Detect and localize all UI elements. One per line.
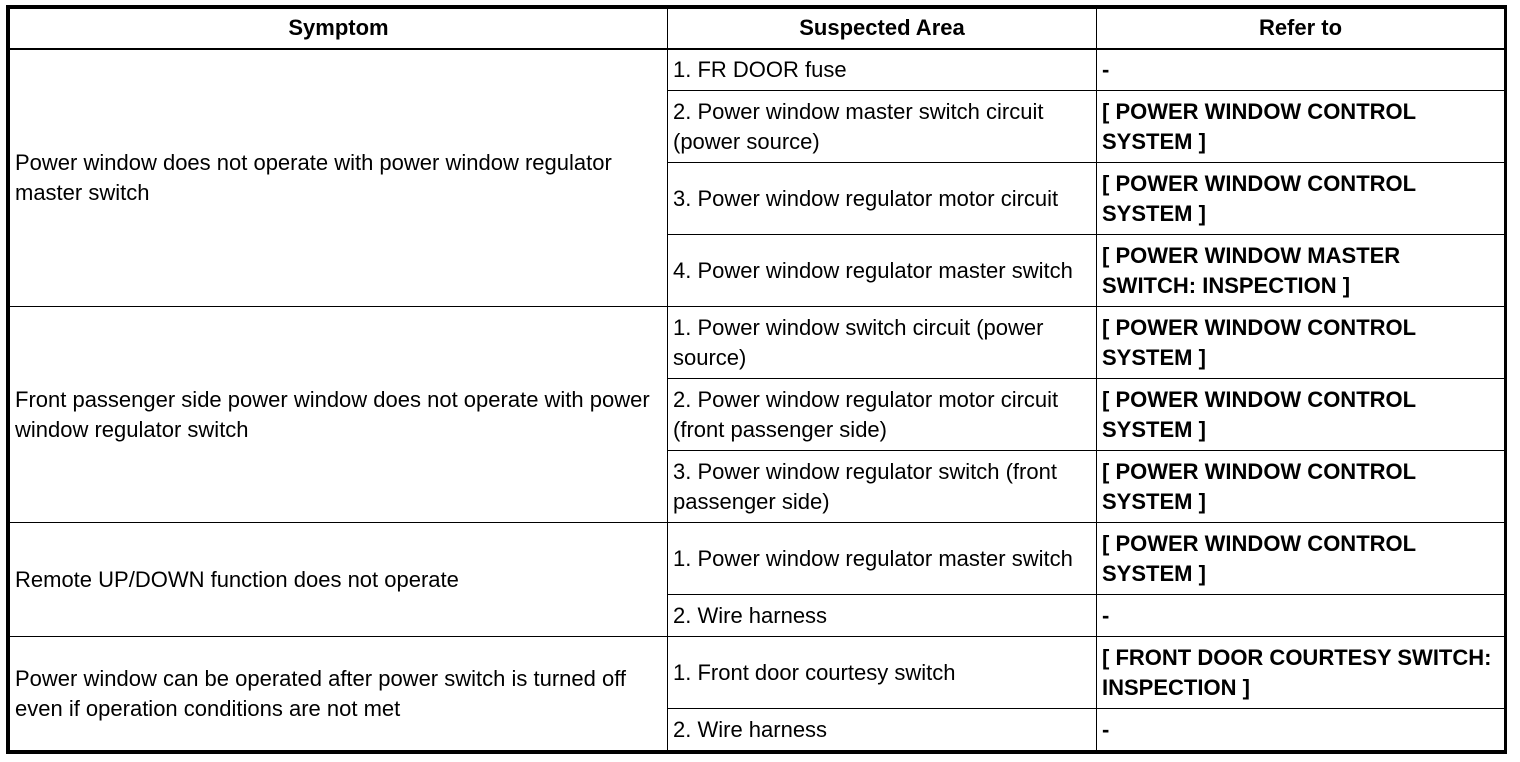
refer-to-cell: - bbox=[1097, 49, 1505, 91]
refer-to-link[interactable]: [ POWER WINDOW CONTROL SYSTEM ] bbox=[1097, 91, 1505, 163]
table-header-row bbox=[10, 9, 1505, 49]
header-symptom: Symptom bbox=[10, 9, 668, 49]
suspected-area-cell: 3. Power window regulator switch (front passenger side) bbox=[668, 451, 1097, 523]
symptom-cell: Front passenger side power window does not operate with power window regulator switch bbox=[10, 307, 668, 523]
suspected-area-cell: 4. Power window regulator master switch bbox=[668, 235, 1097, 307]
symptom-cell: Remote UP/DOWN function does not operate bbox=[10, 523, 668, 637]
suspected-area-cell: 1. FR DOOR fuse bbox=[668, 49, 1097, 91]
table-row bbox=[10, 637, 1505, 709]
symptom-cell: Power window does not operate with power window regulator master switch bbox=[10, 49, 668, 307]
suspected-area-cell: 2. Power window regulator motor circuit (front passenger side) bbox=[668, 379, 1097, 451]
symptom-table bbox=[9, 8, 1505, 751]
refer-to-link[interactable]: [ POWER WINDOW CONTROL SYSTEM ] bbox=[1097, 163, 1505, 235]
suspected-area-cell: 2. Wire harness bbox=[668, 709, 1097, 751]
suspected-area-cell: 3. Power window regulator motor circuit bbox=[668, 163, 1097, 235]
diagnosis-table-frame bbox=[6, 5, 1507, 754]
symptom-cell: Power window can be operated after power switch is turned off even if operation conditions are not met bbox=[10, 637, 668, 751]
suspected-area-cell: 1. Front door courtesy switch bbox=[668, 637, 1097, 709]
table-row bbox=[10, 49, 1505, 91]
suspected-area-cell: 2. Power window master switch circuit (power source) bbox=[668, 91, 1097, 163]
refer-to-link[interactable]: [ POWER WINDOW CONTROL SYSTEM ] bbox=[1097, 451, 1505, 523]
refer-to-cell: - bbox=[1097, 709, 1505, 751]
suspected-area-cell: 1. Power window switch circuit (power source) bbox=[668, 307, 1097, 379]
refer-to-link[interactable]: [ POWER WINDOW MASTER SWITCH: INSPECTION ] bbox=[1097, 235, 1505, 307]
refer-to-link[interactable]: [ POWER WINDOW CONTROL SYSTEM ] bbox=[1097, 379, 1505, 451]
refer-to-cell: - bbox=[1097, 595, 1505, 637]
refer-to-link[interactable]: [ POWER WINDOW CONTROL SYSTEM ] bbox=[1097, 307, 1505, 379]
refer-to-link[interactable]: [ POWER WINDOW CONTROL SYSTEM ] bbox=[1097, 523, 1505, 595]
table-row bbox=[10, 307, 1505, 379]
suspected-area-cell: 1. Power window regulator master switch bbox=[668, 523, 1097, 595]
refer-to-link[interactable]: [ FRONT DOOR COURTESY SWITCH: INSPECTION ] bbox=[1097, 637, 1505, 709]
suspected-area-cell: 2. Wire harness bbox=[668, 595, 1097, 637]
header-refer-to: Refer to bbox=[1097, 9, 1505, 49]
table-row bbox=[10, 523, 1505, 595]
header-suspected-area: Suspected Area bbox=[668, 9, 1097, 49]
